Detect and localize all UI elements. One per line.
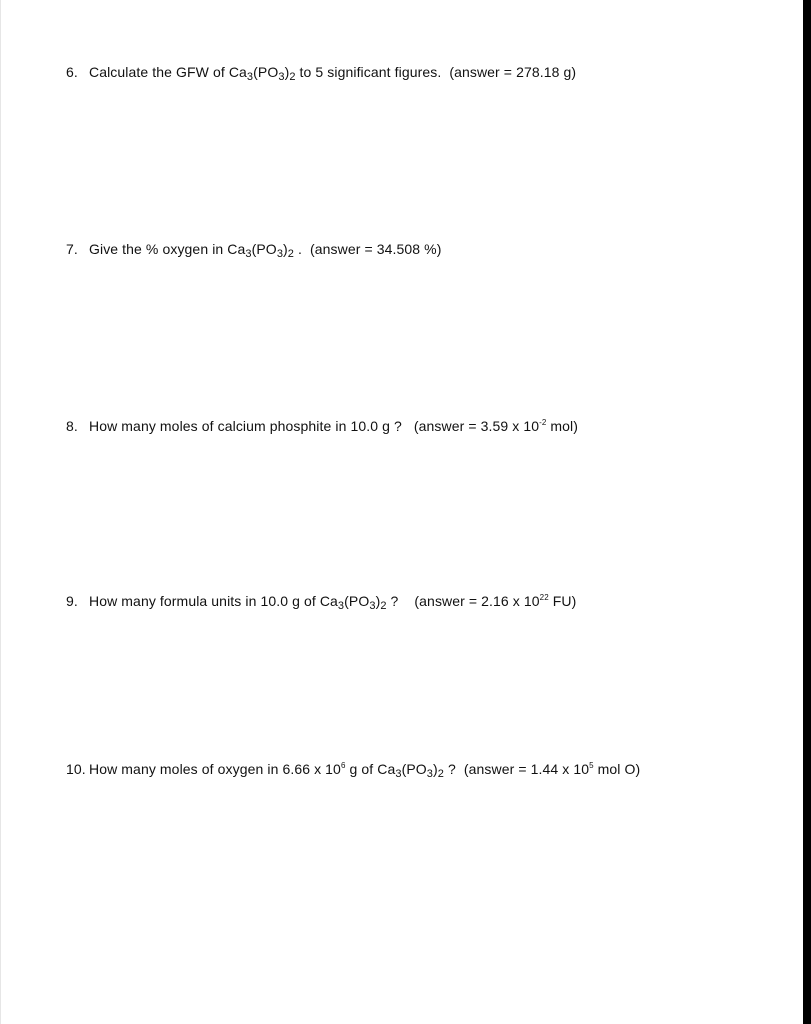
formula-subscript: 3 bbox=[395, 768, 402, 780]
answer-unit: FU) bbox=[548, 593, 577, 609]
formula-subscript: 2 bbox=[380, 600, 387, 612]
page-left-edge bbox=[0, 0, 1, 1024]
formula-subscript: 3 bbox=[246, 71, 254, 83]
question-number: 8. bbox=[66, 418, 78, 434]
question-text-tail: ? bbox=[386, 593, 399, 609]
question-exponent: 6 bbox=[340, 761, 346, 770]
question-text: How many formula units in 10.0 g of Ca bbox=[89, 593, 338, 609]
answer-exponent: 22 bbox=[539, 593, 549, 602]
answer-text: (answer = 3.59 x 10 bbox=[413, 418, 540, 434]
question-6 bbox=[66, 63, 576, 81]
question-7 bbox=[66, 240, 441, 258]
formula-subscript: 3 bbox=[337, 600, 345, 612]
question-text-mid: g of Ca bbox=[345, 761, 396, 777]
formula-part: ) bbox=[432, 761, 438, 777]
answer-text: (answer = 34.508 %) bbox=[309, 241, 442, 257]
answer-unit: mol O) bbox=[593, 761, 641, 777]
answer-text: (answer = 1.44 x 10 bbox=[463, 761, 590, 777]
formula-subscript: 3 bbox=[245, 248, 252, 260]
formula-subscript: 2 bbox=[289, 71, 296, 83]
question-number: 7. bbox=[66, 241, 78, 257]
formula-part: (PO bbox=[401, 761, 427, 777]
answer-text: (answer = 278.18 g) bbox=[449, 64, 577, 80]
question-text: How many moles of calcium phosphite in 10.0 g ? bbox=[89, 418, 402, 434]
formula-subscript: 2 bbox=[287, 248, 295, 260]
formula-subscript: 3 bbox=[369, 600, 376, 612]
formula-part: ) bbox=[284, 64, 290, 80]
question-text-tail: . bbox=[294, 241, 302, 257]
formula-part: ) bbox=[375, 593, 381, 609]
formula-part: (PO bbox=[253, 64, 279, 80]
question-8 bbox=[66, 417, 578, 435]
answer-text: (answer = 2.16 x 10 bbox=[414, 593, 540, 609]
question-number: 6. bbox=[66, 64, 78, 80]
question-text: Give the % oxygen in Ca bbox=[89, 241, 246, 257]
formula-subscript: 3 bbox=[276, 248, 284, 260]
formula-subscript: 3 bbox=[426, 768, 433, 780]
formula-part: (PO bbox=[251, 241, 277, 257]
question-number: 9. bbox=[66, 593, 78, 609]
formula-part: ) bbox=[283, 241, 288, 257]
question-text: How many moles of oxygen in 6.66 x 10 bbox=[89, 761, 341, 777]
question-text: Calculate the GFW of Ca bbox=[89, 64, 247, 80]
question-number: 10. bbox=[66, 761, 86, 777]
formula-subscript: 2 bbox=[437, 768, 444, 780]
formula-part: (PO bbox=[344, 593, 370, 609]
answer-unit: mol) bbox=[546, 418, 579, 434]
formula-subscript: 3 bbox=[278, 71, 285, 83]
answer-exponent: 5 bbox=[589, 761, 594, 770]
question-10 bbox=[66, 760, 640, 778]
question-text-tail: to 5 significant figures. bbox=[295, 64, 442, 80]
question-text-tail: ? bbox=[443, 761, 456, 777]
page-right-border bbox=[803, 0, 811, 1024]
question-9 bbox=[66, 592, 576, 610]
answer-exponent: -2 bbox=[539, 418, 547, 427]
